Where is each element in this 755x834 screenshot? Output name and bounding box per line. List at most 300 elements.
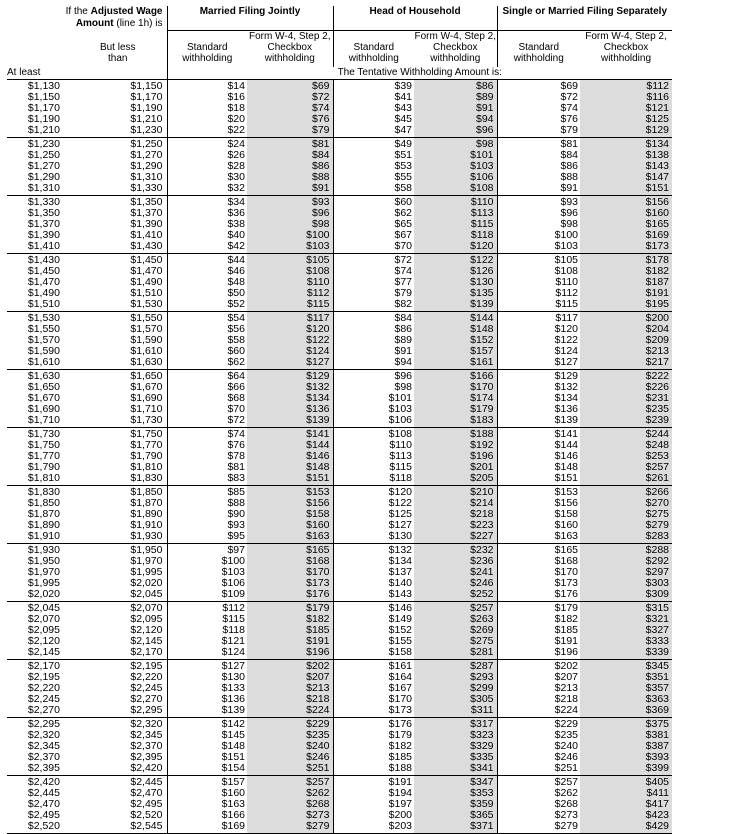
but-less-than-cell: $1,210 bbox=[130, 112, 163, 125]
table-row bbox=[7, 821, 672, 834]
but-less-than-cell: $2,270 bbox=[130, 692, 163, 705]
table-row bbox=[7, 230, 672, 241]
hoh-checkbox-cell: $148 bbox=[414, 324, 497, 335]
single-standard-cell: $88 bbox=[497, 172, 580, 183]
mfj-standard-cell: $142 bbox=[167, 717, 247, 730]
mfj-checkbox-cell: $218 bbox=[247, 694, 333, 705]
hoh-checkbox-cell: $157 bbox=[414, 346, 497, 357]
mfj-checkbox-cell: $196 bbox=[247, 647, 333, 660]
hoh-checkbox-cell: $263 bbox=[414, 614, 497, 625]
mfj-standard-cell: $66 bbox=[167, 382, 247, 393]
at-least-cell: $2,020 bbox=[7, 589, 69, 602]
single-standard-cell: $115 bbox=[497, 299, 580, 312]
hoh-checkbox-cell: $252 bbox=[414, 589, 497, 602]
but-less-than-cell: $2,070 bbox=[130, 601, 163, 614]
at-least-cell: $1,130 bbox=[27, 79, 60, 92]
table-row bbox=[7, 241, 672, 254]
single-standard-cell: $158 bbox=[497, 509, 580, 520]
single-checkbox-cell: $200 bbox=[580, 311, 672, 324]
single-standard-cell: $207 bbox=[497, 672, 580, 683]
but-less-than-cell: $1,910 bbox=[130, 518, 163, 531]
table-row bbox=[7, 79, 672, 92]
but-less-than-cell: $1,890 bbox=[130, 507, 163, 520]
at-least-cell: $2,295 bbox=[27, 717, 60, 730]
single-checkbox-cell: $315 bbox=[580, 601, 672, 614]
mfj-standard-cell: $70 bbox=[167, 404, 247, 415]
at-least-cell: $1,390 bbox=[27, 228, 60, 241]
hoh-standard-cell: $43 bbox=[333, 103, 414, 114]
table-row bbox=[7, 92, 672, 103]
but-less-than-cell: $2,120 bbox=[130, 623, 163, 636]
table-row bbox=[7, 498, 672, 509]
at-least-cell: $1,330 bbox=[27, 195, 60, 208]
mfj-standard-cell: $24 bbox=[167, 137, 247, 150]
table-row bbox=[7, 427, 672, 440]
hoh-checkbox-cell: $257 bbox=[414, 601, 497, 614]
hoh-standard-cell: $41 bbox=[333, 92, 414, 103]
mfj-standard-cell: $81 bbox=[167, 462, 247, 473]
mfj-standard-cell: $46 bbox=[167, 266, 247, 277]
mfj-standard-cell: $95 bbox=[167, 531, 247, 544]
hoh-checkbox-cell: $183 bbox=[414, 415, 497, 428]
checkbox-withholding-header: Form W-4, Step 2, Checkbox withholding bbox=[414, 30, 497, 64]
mfj-checkbox-cell: $84 bbox=[247, 150, 333, 161]
but-less-than-cell: $2,545 bbox=[69, 821, 167, 834]
hoh-standard-cell: $98 bbox=[333, 382, 414, 393]
table-row bbox=[7, 601, 672, 614]
table-row bbox=[7, 589, 672, 602]
mfj-standard-cell: $166 bbox=[167, 810, 247, 821]
single-checkbox-cell: $381 bbox=[580, 730, 672, 741]
mfj-standard-cell: $48 bbox=[167, 277, 247, 288]
but-less-than-cell: $1,470 bbox=[130, 264, 163, 277]
but-less-than-cell: $2,470 bbox=[130, 786, 163, 799]
at-least-cell: $2,070 bbox=[27, 612, 60, 625]
table-row bbox=[7, 625, 672, 636]
single-standard-cell: $84 bbox=[497, 150, 580, 161]
hoh-checkbox-cell: $122 bbox=[414, 253, 497, 266]
mfj-checkbox-cell: $279 bbox=[247, 821, 333, 834]
hoh-standard-cell: $49 bbox=[333, 137, 414, 150]
but-less-than-cell: $1,590 bbox=[130, 333, 163, 346]
but-less-than-cell: $2,195 bbox=[130, 659, 163, 672]
but-less-than-header: But less than bbox=[99, 41, 136, 64]
hoh-standard-cell: $146 bbox=[333, 601, 414, 614]
withholding-table bbox=[7, 6, 672, 834]
mfj-standard-cell: $160 bbox=[167, 788, 247, 799]
single-checkbox-cell: $138 bbox=[580, 150, 672, 161]
table-row bbox=[7, 103, 672, 114]
but-less-than-cell: $2,220 bbox=[130, 670, 163, 683]
but-less-than-cell: $2,095 bbox=[130, 612, 163, 625]
single-checkbox-cell: $292 bbox=[580, 556, 672, 567]
single-checkbox-cell: $169 bbox=[580, 230, 672, 241]
but-less-than-cell: $2,145 bbox=[130, 634, 163, 647]
mfj-checkbox-cell: $235 bbox=[247, 730, 333, 741]
but-less-than-cell: $2,170 bbox=[69, 647, 167, 660]
single-checkbox-cell: $125 bbox=[580, 114, 672, 125]
mfj-checkbox-cell: $129 bbox=[247, 369, 333, 382]
mfj-standard-cell: $88 bbox=[167, 498, 247, 509]
mfj-checkbox-cell: $246 bbox=[247, 752, 333, 763]
but-less-than-cell: $1,830 bbox=[69, 473, 167, 486]
mfj-standard-cell: $58 bbox=[167, 335, 247, 346]
single-checkbox-cell: $387 bbox=[580, 741, 672, 752]
but-less-than-cell: $2,345 bbox=[130, 728, 163, 741]
but-less-than-cell: $1,810 bbox=[130, 460, 163, 473]
but-less-than-cell: $1,530 bbox=[69, 299, 167, 312]
hoh-standard-cell: $167 bbox=[333, 683, 414, 694]
single-standard-cell: $202 bbox=[497, 659, 580, 672]
mfj-standard-cell: $97 bbox=[167, 543, 247, 556]
mfj-checkbox-cell: $81 bbox=[247, 137, 333, 150]
hoh-checkbox-cell: $341 bbox=[414, 763, 497, 776]
mfj-checkbox-cell: $88 bbox=[247, 172, 333, 183]
hoh-checkbox-cell: $118 bbox=[414, 230, 497, 241]
hoh-checkbox-cell: $293 bbox=[414, 672, 497, 683]
single-checkbox-cell: $279 bbox=[580, 520, 672, 531]
table-row bbox=[7, 485, 672, 498]
mfj-checkbox-cell: $120 bbox=[247, 324, 333, 335]
single-checkbox-cell: $165 bbox=[580, 219, 672, 230]
hoh-checkbox-cell: $236 bbox=[414, 556, 497, 567]
single-standard-cell: $240 bbox=[497, 741, 580, 752]
mfj-checkbox-cell: $156 bbox=[247, 498, 333, 509]
single-checkbox-cell: $151 bbox=[580, 183, 672, 196]
at-least-cell: $2,170 bbox=[27, 659, 60, 672]
at-least-cell: $1,490 bbox=[27, 286, 60, 299]
single-standard-cell: $170 bbox=[497, 567, 580, 578]
single-standard-cell: $262 bbox=[497, 788, 580, 799]
mfj-checkbox-cell: $224 bbox=[247, 705, 333, 718]
hoh-checkbox-cell: $196 bbox=[414, 451, 497, 462]
hoh-standard-cell: $67 bbox=[333, 230, 414, 241]
single-standard-cell: $110 bbox=[497, 277, 580, 288]
table-row bbox=[7, 183, 672, 196]
at-least-cell: $1,350 bbox=[27, 206, 60, 219]
mfj-checkbox-cell: $146 bbox=[247, 451, 333, 462]
table-row bbox=[7, 324, 672, 335]
single-standard-cell: $168 bbox=[497, 556, 580, 567]
hoh-checkbox-cell: $179 bbox=[414, 404, 497, 415]
at-least-cell: $1,450 bbox=[27, 264, 60, 277]
but-less-than-cell: $2,295 bbox=[69, 705, 167, 718]
single-standard-cell: $132 bbox=[497, 382, 580, 393]
but-less-than-cell: $1,450 bbox=[130, 253, 163, 266]
but-less-than-cell: $1,190 bbox=[130, 101, 163, 114]
table-body bbox=[7, 79, 672, 833]
table-row bbox=[7, 683, 672, 694]
but-less-than-cell: $2,045 bbox=[69, 589, 167, 602]
mfj-checkbox-cell: $240 bbox=[247, 741, 333, 752]
but-less-than-cell: $2,395 bbox=[130, 750, 163, 763]
but-less-than-cell: $1,330 bbox=[69, 183, 167, 196]
single-standard-cell: $120 bbox=[497, 324, 580, 335]
single-standard-cell: $156 bbox=[497, 498, 580, 509]
mfj-checkbox-cell: $179 bbox=[247, 601, 333, 614]
table-row bbox=[7, 172, 672, 183]
table-row bbox=[7, 288, 672, 299]
single-standard-cell: $141 bbox=[497, 427, 580, 440]
mfj-standard-cell: $130 bbox=[167, 672, 247, 683]
single-checkbox-cell: $178 bbox=[580, 253, 672, 266]
hoh-standard-cell: $197 bbox=[333, 799, 414, 810]
but-less-than-cell: $2,445 bbox=[130, 775, 163, 788]
table-row bbox=[7, 369, 672, 382]
hoh-standard-cell: $103 bbox=[333, 404, 414, 415]
mfj-standard-cell: $151 bbox=[167, 752, 247, 763]
at-least-cell: $1,230 bbox=[27, 137, 60, 150]
hoh-checkbox-cell: $115 bbox=[414, 219, 497, 230]
table-row bbox=[7, 531, 672, 544]
hoh-checkbox-cell: $232 bbox=[414, 543, 497, 556]
table-row bbox=[7, 775, 672, 788]
but-less-than-cell: $1,170 bbox=[130, 90, 163, 103]
mfj-checkbox-cell: $141 bbox=[247, 427, 333, 440]
but-less-than-cell: $1,650 bbox=[130, 369, 163, 382]
single-standard-cell: $148 bbox=[497, 462, 580, 473]
table-row bbox=[7, 788, 672, 799]
hoh-checkbox-cell: $166 bbox=[414, 369, 497, 382]
single-standard-cell: $251 bbox=[497, 763, 580, 776]
mfj-checkbox-cell: $207 bbox=[247, 672, 333, 683]
mfj-standard-cell: $50 bbox=[167, 288, 247, 299]
hoh-standard-cell: $47 bbox=[333, 125, 414, 138]
at-least-cell: $1,950 bbox=[27, 554, 60, 567]
hoh-checkbox-cell: $91 bbox=[414, 103, 497, 114]
mfj-checkbox-cell: $110 bbox=[247, 277, 333, 288]
mfj-checkbox-cell: $134 bbox=[247, 393, 333, 404]
single-checkbox-cell: $333 bbox=[580, 636, 672, 647]
but-less-than-cell: $1,770 bbox=[130, 438, 163, 451]
checkbox-withholding-header: Form W-4, Step 2, Checkbox withholding bbox=[249, 30, 331, 64]
but-less-than-cell: $1,950 bbox=[130, 543, 163, 556]
checkbox-withholding-header: Form W-4, Step 2, Checkbox withholding bbox=[585, 30, 667, 64]
but-less-than-cell: $1,790 bbox=[130, 449, 163, 462]
mfj-checkbox-cell: $202 bbox=[247, 659, 333, 672]
at-least-cell: $1,670 bbox=[27, 391, 60, 404]
hoh-checkbox-cell: $223 bbox=[414, 520, 497, 531]
single-standard-cell: $81 bbox=[497, 137, 580, 150]
single-checkbox-cell: $217 bbox=[580, 357, 672, 370]
at-least-cell: $1,210 bbox=[7, 125, 69, 138]
at-least-cell: $2,120 bbox=[27, 634, 60, 647]
hoh-checkbox-cell: $139 bbox=[414, 299, 497, 312]
at-least-cell: $1,410 bbox=[7, 241, 69, 254]
single-checkbox-cell: $357 bbox=[580, 683, 672, 694]
single-checkbox-cell: $248 bbox=[580, 440, 672, 451]
single-standard-cell: $151 bbox=[497, 473, 580, 486]
mfj-standard-cell: $85 bbox=[167, 485, 247, 498]
mfj-standard-cell: $145 bbox=[167, 730, 247, 741]
single-standard-cell: $139 bbox=[497, 415, 580, 428]
mfj-checkbox-cell: $176 bbox=[247, 589, 333, 602]
at-least-cell: $1,770 bbox=[27, 449, 60, 462]
hoh-standard-cell: $191 bbox=[333, 775, 414, 788]
but-less-than-cell: $1,490 bbox=[130, 275, 163, 288]
mfj-checkbox-cell: $170 bbox=[247, 567, 333, 578]
but-less-than-cell: $2,520 bbox=[130, 808, 163, 821]
hoh-checkbox-cell: $311 bbox=[414, 705, 497, 718]
single-standard-cell: $93 bbox=[497, 195, 580, 208]
at-least-cell: $1,270 bbox=[27, 159, 60, 172]
table-row bbox=[7, 150, 672, 161]
hoh-standard-cell: $96 bbox=[333, 369, 414, 382]
hoh-standard-cell: $72 bbox=[333, 253, 414, 266]
mfj-standard-cell: $148 bbox=[167, 741, 247, 752]
mfj-checkbox-cell: $153 bbox=[247, 485, 333, 498]
at-least-cell: $2,270 bbox=[7, 705, 69, 718]
group-married-jointly: Married Filing Jointly bbox=[167, 6, 333, 30]
hoh-standard-cell: $70 bbox=[333, 241, 414, 254]
mfj-checkbox-cell: $112 bbox=[247, 288, 333, 299]
single-checkbox-cell: $191 bbox=[580, 288, 672, 299]
hoh-checkbox-cell: $161 bbox=[414, 357, 497, 370]
at-least-cell: $1,590 bbox=[27, 344, 60, 357]
but-less-than-cell: $1,970 bbox=[130, 554, 163, 567]
hoh-standard-cell: $118 bbox=[333, 473, 414, 486]
hoh-checkbox-cell: $110 bbox=[414, 195, 497, 208]
hoh-standard-cell: $39 bbox=[333, 79, 414, 92]
at-least-cell: $1,370 bbox=[27, 217, 60, 230]
table-row bbox=[7, 763, 672, 776]
mfj-standard-cell: $38 bbox=[167, 219, 247, 230]
single-standard-cell: $146 bbox=[497, 451, 580, 462]
hoh-standard-cell: $79 bbox=[333, 288, 414, 299]
mfj-standard-cell: $44 bbox=[167, 253, 247, 266]
table-row bbox=[7, 440, 672, 451]
hoh-standard-cell: $149 bbox=[333, 614, 414, 625]
at-least-cell: $1,310 bbox=[7, 183, 69, 196]
table-row bbox=[7, 705, 672, 718]
hoh-checkbox-cell: $227 bbox=[414, 531, 497, 544]
table-row bbox=[7, 219, 672, 230]
single-checkbox-cell: $231 bbox=[580, 393, 672, 404]
at-least-cell: $1,790 bbox=[27, 460, 60, 473]
hoh-checkbox-cell: $135 bbox=[414, 288, 497, 299]
single-checkbox-cell: $121 bbox=[580, 103, 672, 114]
table-row bbox=[7, 404, 672, 415]
mfj-standard-cell: $78 bbox=[167, 451, 247, 462]
table-row bbox=[7, 810, 672, 821]
but-less-than-cell: $2,370 bbox=[130, 739, 163, 752]
mfj-checkbox-cell: $86 bbox=[247, 161, 333, 172]
but-less-than-cell: $1,430 bbox=[69, 241, 167, 254]
at-least-cell: $1,830 bbox=[27, 485, 60, 498]
single-checkbox-cell: $160 bbox=[580, 208, 672, 219]
at-least-cell: $1,630 bbox=[27, 369, 60, 382]
hoh-standard-cell: $89 bbox=[333, 335, 414, 346]
single-standard-cell: $124 bbox=[497, 346, 580, 357]
table-row bbox=[7, 415, 672, 428]
single-checkbox-cell: $303 bbox=[580, 578, 672, 589]
mfj-standard-cell: $32 bbox=[167, 183, 247, 196]
table-row bbox=[7, 543, 672, 556]
but-less-than-cell: $2,020 bbox=[130, 576, 163, 589]
at-least-cell: $2,045 bbox=[27, 601, 60, 614]
single-standard-cell: $98 bbox=[497, 219, 580, 230]
table-row bbox=[7, 636, 672, 647]
mfj-standard-cell: $106 bbox=[167, 578, 247, 589]
mfj-standard-cell: $56 bbox=[167, 324, 247, 335]
mfj-standard-cell: $26 bbox=[167, 150, 247, 161]
single-standard-cell: $103 bbox=[497, 241, 580, 254]
hoh-checkbox-cell: $287 bbox=[414, 659, 497, 672]
hoh-checkbox-cell: $365 bbox=[414, 810, 497, 821]
mfj-checkbox-cell: $182 bbox=[247, 614, 333, 625]
hoh-standard-cell: $155 bbox=[333, 636, 414, 647]
mfj-standard-cell: $20 bbox=[167, 114, 247, 125]
single-checkbox-cell: $369 bbox=[580, 705, 672, 718]
table-row bbox=[7, 161, 672, 172]
but-less-than-cell: $1,870 bbox=[130, 496, 163, 509]
hoh-checkbox-cell: $101 bbox=[414, 150, 497, 161]
but-less-than-cell: $1,310 bbox=[130, 170, 163, 183]
hoh-checkbox-cell: $113 bbox=[414, 208, 497, 219]
hoh-standard-cell: $51 bbox=[333, 150, 414, 161]
single-standard-cell: $117 bbox=[497, 311, 580, 324]
hoh-checkbox-cell: $305 bbox=[414, 694, 497, 705]
mfj-standard-cell: $115 bbox=[167, 614, 247, 625]
at-least-cell: $1,650 bbox=[27, 380, 60, 393]
hoh-checkbox-cell: $108 bbox=[414, 183, 497, 196]
hoh-checkbox-cell: $210 bbox=[414, 485, 497, 498]
at-least-cell: $1,730 bbox=[27, 427, 60, 440]
table-row bbox=[7, 451, 672, 462]
mfj-checkbox-cell: $273 bbox=[247, 810, 333, 821]
but-less-than-cell: $2,420 bbox=[69, 763, 167, 776]
mfj-checkbox-cell: $165 bbox=[247, 543, 333, 556]
mfj-checkbox-cell: $132 bbox=[247, 382, 333, 393]
hoh-checkbox-cell: $275 bbox=[414, 636, 497, 647]
but-less-than-cell: $1,730 bbox=[69, 415, 167, 428]
single-checkbox-cell: $204 bbox=[580, 324, 672, 335]
single-checkbox-cell: $283 bbox=[580, 531, 672, 544]
mfj-checkbox-cell: $122 bbox=[247, 335, 333, 346]
mfj-checkbox-cell: $168 bbox=[247, 556, 333, 567]
mfj-standard-cell: $112 bbox=[167, 601, 247, 614]
single-standard-cell: $76 bbox=[497, 114, 580, 125]
single-checkbox-cell: $297 bbox=[580, 567, 672, 578]
but-less-than-cell: $1,350 bbox=[130, 195, 163, 208]
mfj-checkbox-cell: $251 bbox=[247, 763, 333, 776]
at-least-cell: $2,245 bbox=[27, 692, 60, 705]
at-least-cell: $1,930 bbox=[27, 543, 60, 556]
hoh-standard-cell: $77 bbox=[333, 277, 414, 288]
hoh-checkbox-cell: $144 bbox=[414, 311, 497, 324]
single-checkbox-cell: $134 bbox=[580, 137, 672, 150]
mfj-standard-cell: $52 bbox=[167, 299, 247, 312]
hoh-checkbox-cell: $98 bbox=[414, 137, 497, 150]
hoh-standard-cell: $60 bbox=[333, 195, 414, 208]
hoh-checkbox-cell: $299 bbox=[414, 683, 497, 694]
but-less-than-cell: $1,750 bbox=[130, 427, 163, 440]
hoh-standard-cell: $170 bbox=[333, 694, 414, 705]
single-checkbox-cell: $309 bbox=[580, 589, 672, 602]
single-standard-cell: $86 bbox=[497, 161, 580, 172]
single-standard-cell: $182 bbox=[497, 614, 580, 625]
hoh-checkbox-cell: $103 bbox=[414, 161, 497, 172]
mfj-checkbox-cell: $79 bbox=[247, 125, 333, 138]
at-least-cell: $2,470 bbox=[27, 797, 60, 810]
single-standard-cell: $127 bbox=[497, 357, 580, 370]
hoh-standard-cell: $132 bbox=[333, 543, 414, 556]
at-least-cell: $1,995 bbox=[27, 576, 60, 589]
hoh-standard-cell: $143 bbox=[333, 589, 414, 602]
hoh-checkbox-cell: $205 bbox=[414, 473, 497, 486]
but-less-than-cell: $1,270 bbox=[130, 148, 163, 161]
hoh-standard-cell: $140 bbox=[333, 578, 414, 589]
